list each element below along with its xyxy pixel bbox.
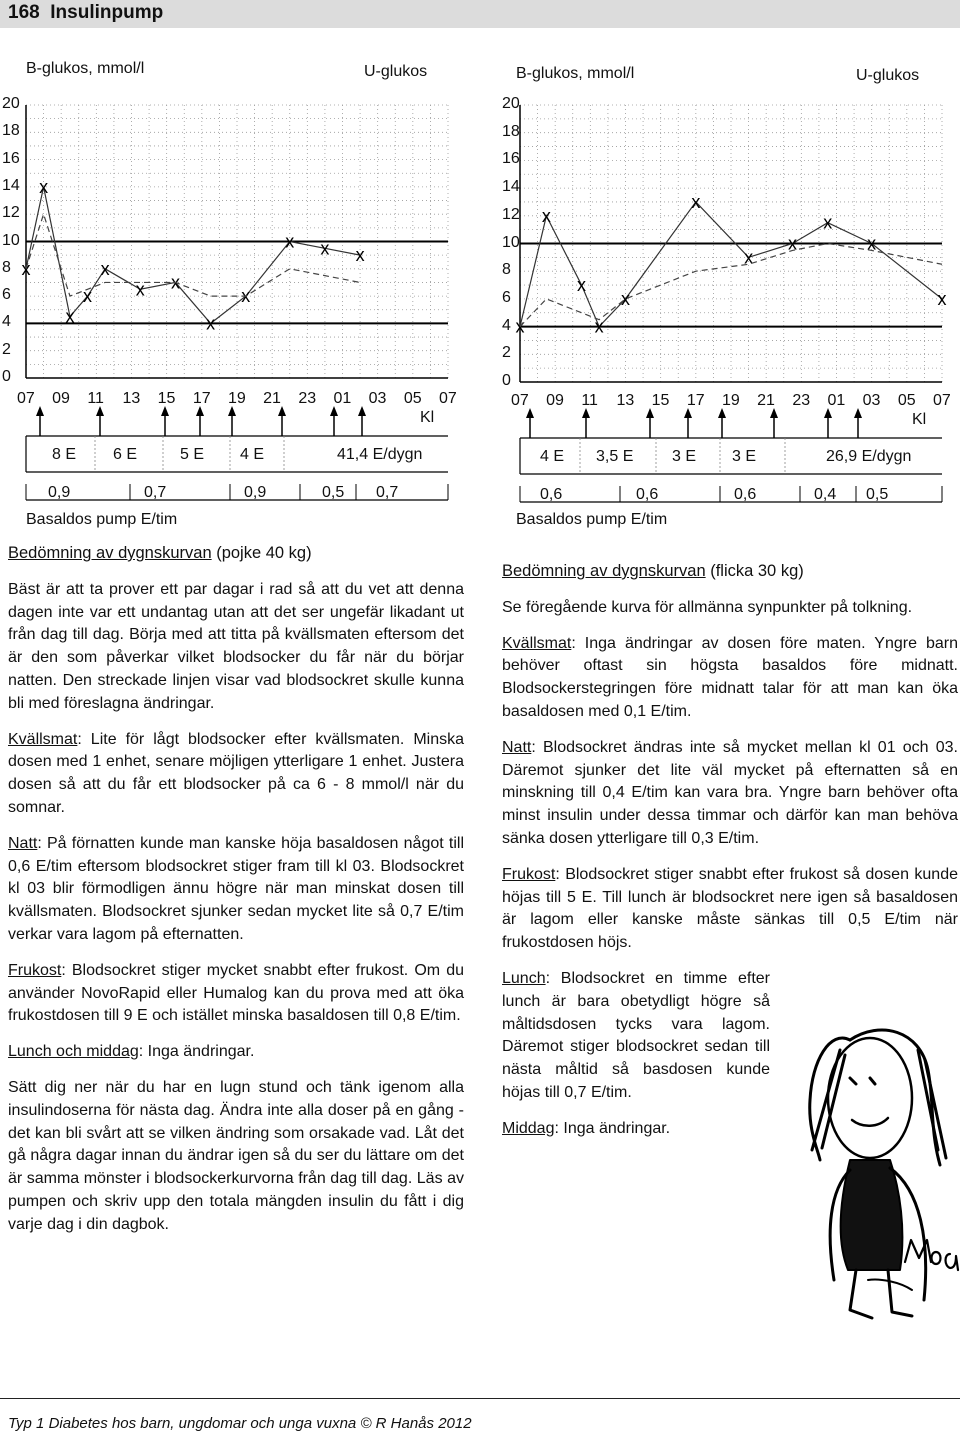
chart2-ulabel: U-glukos [856,67,920,84]
chart2-daily-total: 26,9 E/dygn [826,448,912,465]
data-point-marker: x [515,316,525,337]
x-tick-label: 23 [298,390,317,407]
y-tick-label: 4 [502,316,511,334]
data-point-marker: x [83,286,93,307]
x-tick-label: 21 [263,390,281,407]
x-tick-label: 07 [933,392,951,409]
chart1-kl: Kl [420,409,435,426]
chart2-basal-rate: 0,4 [814,486,837,503]
right-breakfast-label: Frukost [502,865,556,883]
left-night [8,833,464,947]
right-lunch-text: : Blodsockret en timme efter lunch är bara obetydligt högre så måltidsdosen tycks vara lagom. Däremot stiger blodsockret sedan till nästa måltid så basdosen kunde höjas till 0,7 E/tim. [502,969,770,1101]
right-heading [502,560,958,583]
x-tick-label: 19 [722,392,740,409]
x-tick-label: 23 [792,392,811,409]
right-intro: Se föregående kurva för allmänna synpunkter på tolkning. [502,598,913,616]
y-tick-label: 16 [502,150,520,168]
page-number: 168 [8,2,40,23]
chart2-bolus: 4 E [540,448,565,465]
footer-rule [0,1398,960,1399]
chart1-bolus: 4 E [240,446,265,463]
y-tick-label: 8 [2,258,11,276]
data-point-marker: x [355,245,365,266]
chart1-ylabel: B-glukos, mmol/l [26,60,145,77]
x-tick-label: 05 [403,390,422,407]
x-tick-label: 07 [511,392,529,409]
dashed-series-line [26,214,360,296]
chart2-basal-rate: 0,6 [636,486,659,503]
chart1-bolus: 8 E [52,446,77,463]
chart2-bolus: 3 E [672,448,697,465]
y-tick-label: 16 [2,149,20,167]
right-lunch-label: Lunch [502,969,546,987]
data-point-marker: x [21,258,31,279]
chart1-basal-rate: 0,7 [144,484,167,501]
data-point-marker: x [691,191,701,212]
chart2-basal-rate: 0,6 [540,486,563,503]
x-tick-label: 03 [862,392,881,409]
right-lunch [502,968,770,1105]
chart2-basal-caption: Basaldos pump E/tim [516,511,668,528]
x-tick-label: 15 [651,392,670,409]
chart1-daily-total: 41,4 E/dygn [337,446,423,463]
y-tick-label: 18 [2,122,20,140]
data-point-marker: x [788,233,798,254]
y-tick-label: 2 [2,340,11,358]
x-tick-label: 05 [897,392,916,409]
arrow-head-icon [36,406,44,416]
right-column [502,560,958,1154]
y-tick-label: 2 [502,344,511,362]
left-evening-label: Kvällsmat [8,730,78,748]
left-night-text: : På förnatten kunde man kanske höja basaldosen något till 0,6 E/tim eftersom blodsockret stiger fram till kl 03. Blodsockret kl 03 blir förmodligen ännu högre när man minskat dosen till kvällsmaten. Blodsockret sjunker sedan mycket lite så 0,7 E/tim verkar vara lagom på efternatten. [8,834,464,943]
left-closing: Sätt dig ner när du har en lugn stund och tänk igenom alla insulindoserna för nästa dag. Ändra inte alla doser på en gång - det kan bli svårt att se vilken ändring som orsakade vad. Låt det gå några dagar innan du ändrar igen så du ser du lättare om det är samma mönster i blodsockerkurvorna från dag till dag. Läs av pumpen och skriv upp den totala mängden insulin du fått i dig varje dag i din dagbok. [8,1078,464,1233]
y-tick-label: 18 [502,122,520,140]
right-breakfast-text: : Blodsockret stiger snabbt efter frukost så dosen kunde höjas till 5 E. Till lunch är blodsockret nere igen så basaldosen är lagom eller kanske måste sänkas till 0,5 E/tim när frukostdosen höjs. [502,865,958,952]
data-point-marker: x [170,272,180,293]
y-tick-label: 0 [2,368,11,385]
data-point-marker: x [594,316,604,337]
blood-glucose-charts [0,0,960,540]
left-heading-rest: (pojke 40 kg) [211,544,312,562]
data-point-marker: x [65,306,75,327]
x-tick-label: 19 [228,390,246,407]
series-line [520,202,942,327]
data-point-marker: x [135,279,145,300]
y-tick-label: 10 [502,233,520,251]
right-dinner-text: : Inga ändringar. [554,1119,671,1137]
chart1-basal-rate: 0,9 [48,484,71,501]
chart1-basal-rate: 0,5 [322,484,345,501]
y-tick-label: 14 [502,178,520,196]
chart2-basal-rate: 0,5 [866,486,889,503]
y-tick-label: 0 [502,372,511,389]
arrow-head-icon [358,406,366,416]
data-point-marker: x [206,313,216,334]
x-tick-label: 15 [157,390,176,407]
x-tick-label: 13 [616,392,635,409]
chart1-basal-rate: 0,7 [376,484,399,501]
data-point-marker: x [39,176,49,197]
right-heading-main: Bedömning av dygnskurvan [502,562,706,580]
x-tick-label: 03 [368,390,387,407]
y-tick-label: 20 [502,95,520,112]
right-evening-text: : Inga ändringar av dosen före maten. Yngre barn behöver oftast sin högsta basaldos före midnatt. Blodsockerstegringen före midnatt talar för att man kan öka basaldosen med 0,1 E/tim. [502,634,958,720]
left-night-label: Natt [8,834,38,852]
x-tick-label: 17 [192,390,211,407]
right-heading-rest: (flicka 30 kg) [705,562,804,580]
y-tick-label: 12 [2,204,20,222]
data-point-marker: x [577,275,587,296]
x-tick-label: 07 [17,390,35,407]
x-tick-label: 21 [757,392,775,409]
x-tick-label: 01 [827,392,846,409]
left-lunch-text: : Inga ändringar. [138,1043,255,1061]
arrow-head-icon [854,408,862,418]
data-point-marker: x [867,233,877,254]
right-breakfast [502,864,958,955]
x-tick-label: 09 [52,390,70,407]
chart1-bolus: 5 E [180,446,205,463]
data-point-marker: x [937,288,947,309]
chart2-bolus: 3,5 E [596,448,634,465]
x-tick-label: 07 [439,390,457,407]
chart2-basal-rate: 0,6 [734,486,757,503]
x-tick-label: 09 [546,392,564,409]
y-tick-label: 6 [2,286,11,304]
x-tick-label: 13 [122,390,141,407]
right-evening [502,633,958,724]
y-tick-label: 14 [2,176,20,194]
data-point-marker: x [541,205,551,226]
left-lunch [8,1041,464,1064]
y-tick-label: 4 [2,313,11,331]
data-point-marker: x [744,247,754,268]
chart1-basal-caption: Basaldos pump E/tim [26,511,178,528]
data-point-marker: x [320,238,330,259]
x-tick-label: 17 [686,392,705,409]
chart2-ylabel: B-glukos, mmol/l [516,65,635,82]
data-point-marker: x [823,212,833,233]
right-night-text: : Blodsockret ändras inte så mycket mellan kl 01 och 03. Däremot sjunker det lite väl mycket på efternatten så en minskning till 0,4 E/tim kan vara bra. Yngre barn behöver ofta minst insulin under dessa timmar och därför kan man behöva sänka dosen ytterligare till 0,3 E/tim. [502,738,958,847]
y-tick-label: 20 [2,95,20,112]
left-lunch-label: Lunch och middag [8,1043,139,1061]
left-heading-main: Bedömning av dygnskurvan [8,544,212,562]
y-tick-label: 12 [502,205,520,223]
y-tick-label: 10 [2,231,20,249]
left-evening [8,729,464,820]
footer-text: Typ 1 Diabetes hos barn, ungdomar och unga vuxna © R Hanås 2012 [8,1415,472,1432]
right-dinner [502,1118,958,1141]
right-night-label: Natt [502,738,532,756]
left-heading [8,542,464,565]
left-breakfast [8,960,464,1028]
chart2-bolus: 3 E [732,448,757,465]
left-breakfast-label: Frukost [8,961,62,979]
chart2-kl: Kl [912,411,927,428]
data-point-marker: x [241,286,251,307]
right-dinner-label: Middag [502,1119,555,1137]
x-tick-label: 01 [333,390,352,407]
chart1-bolus: 6 E [113,446,138,463]
chart1-ulabel: U-glukos [364,63,428,80]
data-point-marker: x [621,288,630,309]
right-night [502,737,958,851]
right-evening-label: Kvällsmat [502,634,572,652]
x-tick-label: 11 [87,390,104,407]
chart1-basal-rate: 0,9 [244,484,267,501]
series-line [26,187,360,324]
data-point-marker: x [100,258,110,279]
x-tick-label: 11 [581,392,598,409]
left-intro: Bäst är att ta prover ett par dagar i rad så att du vet att denna dagen inte var ett undantag utan att det ser ungefär likadant ut från dag till dag. Börja med att titta på kvällsmaten eftersom det är den som påverkar vilket blodsocker du får när du börjar natten. Den streckade linjen visar vad blodsockret skulle kunna bli med föreslagna ändringar. [8,580,464,712]
y-tick-label: 6 [502,288,511,306]
y-tick-label: 8 [502,261,511,279]
left-column [8,542,464,1250]
left-evening-text: : Lite för lågt blodsocker efter kvällsmaten. Minska dosen med 1 enhet, senare möjligen ytterligare 1 enhet. Justera dosen så att du får ett blodsocker på ca 6 - 8 mmol/l när du somnar. [8,730,464,816]
data-point-marker: x [285,231,295,252]
chapter-title: Insulinpump [50,2,164,23]
left-breakfast-text: : Blodsockret stiger mycket snabbt efter frukost. Om du använder NovoRapid eller Humalog kan du prova med att öka frukostdosen till 9 E och istället minska basaldosen till 0,8 E/tim. [8,961,464,1025]
